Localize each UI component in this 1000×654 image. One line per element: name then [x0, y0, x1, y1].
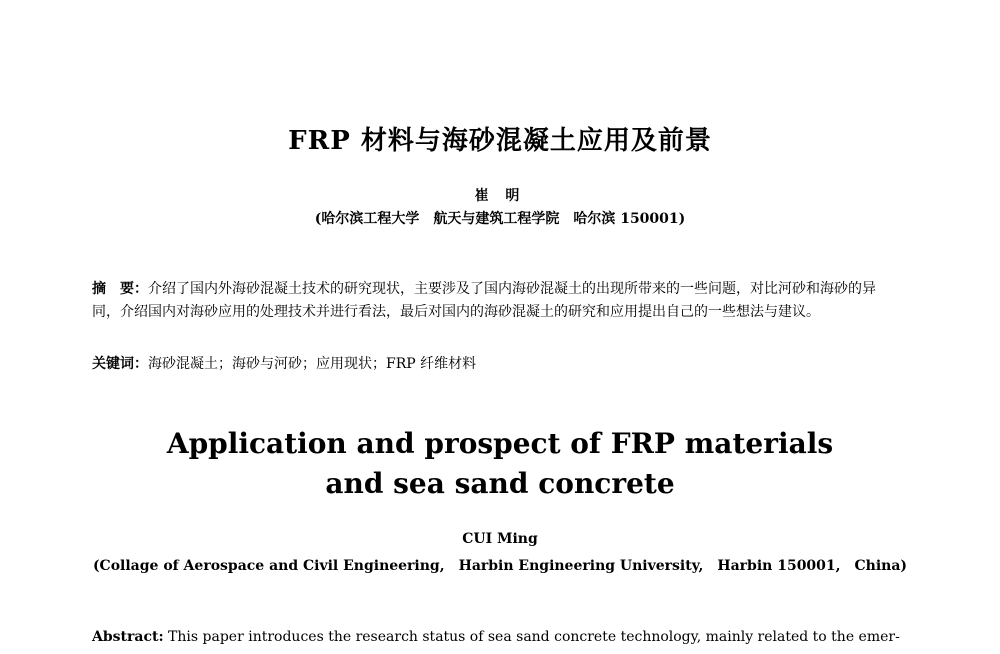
english-author: CUI Ming — [462, 531, 538, 547]
english-title-line-1: Application and prospect of FRP materials — [166, 427, 834, 460]
chinese-keywords — [92, 354, 902, 374]
chinese-title: FRP 材料与海砂混凝土应用及前景 — [288, 126, 712, 156]
chinese-abstract — [92, 278, 902, 324]
chinese-keywords-label: 关键词： — [92, 356, 148, 372]
chinese-affiliation: (哈尔滨工程大学 航天与建筑工程学院 哈尔滨 150001) — [314, 211, 686, 227]
chinese-keywords-text: 海砂混凝土；海砂与河砂；应用现状；FRP 纤维材料 — [148, 356, 477, 372]
chinese-abstract-label: 摘 要： — [92, 281, 148, 297]
chinese-abstract-text: 介绍了国内外海砂混凝土技术的研究现状，主要涉及了国内海砂混凝土的出现所带来的一些问题，对比河砂和海砂的异同，介绍国内对海砂应用的处理技术并进行看法，最后对国内的海砂混凝土的研究和应用提出自己的一些想法与建议。 — [92, 281, 876, 320]
english-abstract — [92, 627, 912, 647]
chinese-author: 崔 明 — [474, 188, 526, 204]
english-title-line-2: and sea sand concrete — [325, 467, 675, 500]
english-affiliation: (Collage of Aerospace and Civil Engineering, Harbin Engineering University, Harbin 150001, China) — [92, 558, 908, 574]
english-abstract-text: This paper introduces the research status of sea sand concrete technology, mainly related to the emer- — [163, 629, 900, 645]
english-title — [0, 424, 1000, 504]
english-abstract-label: Abstract: — [92, 629, 164, 645]
